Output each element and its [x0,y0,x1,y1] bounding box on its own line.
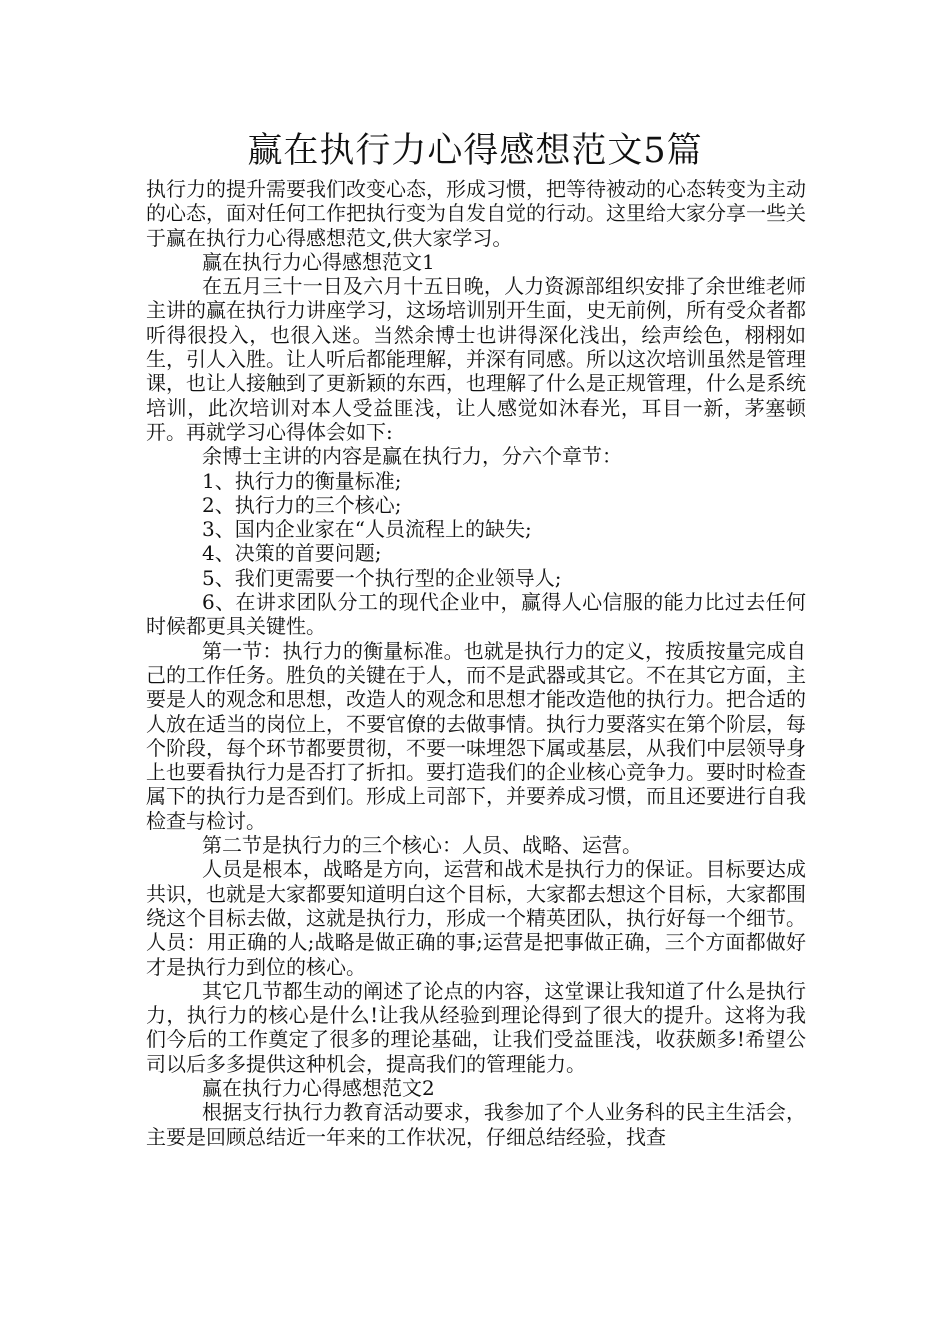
body-paragraph: 第一节：执行力的衡量标准。也就是执行力的定义，按质按量完成自己的工作任务。胜负的关键在于人，而不是武器或其它。不在其它方面，主要是人的观念和思想，改造人的观念和思想才能改造他的执行力。把合适的人放在适当的岗位上，不要官僚的去做事情。执行力要落实在第个阶层，每个阶段，每个环节都要贯彻，不要一味埋怨下属或基层，从我们中层领导身上也要看执行力是否打了折扣。要打造我们的企业核心竞争力。要时时检查属下的执行力是否到们。形成上司部下，并要养成习惯，而且还要进行自我检查与检讨。 [146,638,806,833]
document-body [146,177,806,1149]
body-paragraph: 第二节是执行力的三个核心：人员、战略、运营。 [202,833,642,858]
body-paragraph: 在五月三十一日及六月十五日晚，人力资源部组织安排了余世维老师主讲的赢在执行力讲座学习，这场培训别开生面，史无前例，所有受众者都听得很投入，也很入迷。当然余博士也讲得深化浅出，绘声绘色，栩栩如生，引人入胜。让人听后都能理解，并深有同感。所以这次培训虽然是管理课，也让人接触到了更新颖的东西，也理解了什么是正规管理，什么是系统培训，此次培训对本人受益匪浅，让人感觉如沐春光，耳目一新，茅塞顿开。再就学习心得体会如下: [146,274,806,444]
body-paragraph: 根据支行执行力教育活动要求，我参加了个人业务科的民主生活会，主要是回顾总结近一年来的工作状况，仔细总结经验，找查 [146,1100,806,1149]
body-paragraph: 其它几节都生动的阐述了论点的内容，这堂课让我知道了什么是执行力，执行力的核心是什么!让我从经验到理论得到了很大的提升。这将为我们今后的工作奠定了很多的理论基础，让我们受益匪浅，收获颇多!希望公司以后多多提供这种机会，提高我们的管理能力。 [146,978,806,1076]
body-paragraph: 人员是根本，战略是方向，运营和战术是执行力的保证。目标要达成共识，也就是大家都要知道明白这个目标，大家都去想这个目标，大家都围绕这个目标去做，这就是执行力，形成一个精英团队，执行好每一个细节。人员：用正确的人;战略是做正确的事;运营是把事做正确，三个方面都做好才是执行力到位的核心。 [146,857,806,979]
body-paragraph: 3、国内企业家在“人员流程上的缺失; [202,517,532,542]
body-paragraph: 赢在执行力心得感想范文1 [202,249,435,274]
document-title: 赢在执行力心得感想范文5篇 [247,131,703,171]
body-paragraph: 2、执行力的三个核心; [202,492,402,517]
body-paragraph: 余博士主讲的内容是赢在执行力，分六个章节： [202,444,622,469]
body-paragraph: 执行力的提升需要我们改变心态，形成习惯，把等待被动的心态转变为主动的心态，面对任何工作把执行变为自发自觉的行动。这里给大家分享一些关于赢在执行力心得感想范文,供大家学习。 [146,177,806,250]
body-paragraph: 6、在讲求团队分工的现代企业中，赢得人心信服的能力比过去任何时候都更具关键性。 [146,590,806,639]
body-paragraph: 1、执行力的衡量标准; [202,468,402,493]
body-paragraph: 4、决策的首要问题; [202,541,382,566]
body-paragraph: 5、我们更需要一个执行型的企业领导人; [202,565,562,590]
body-paragraph: 赢在执行力心得感想范文2 [202,1075,435,1100]
